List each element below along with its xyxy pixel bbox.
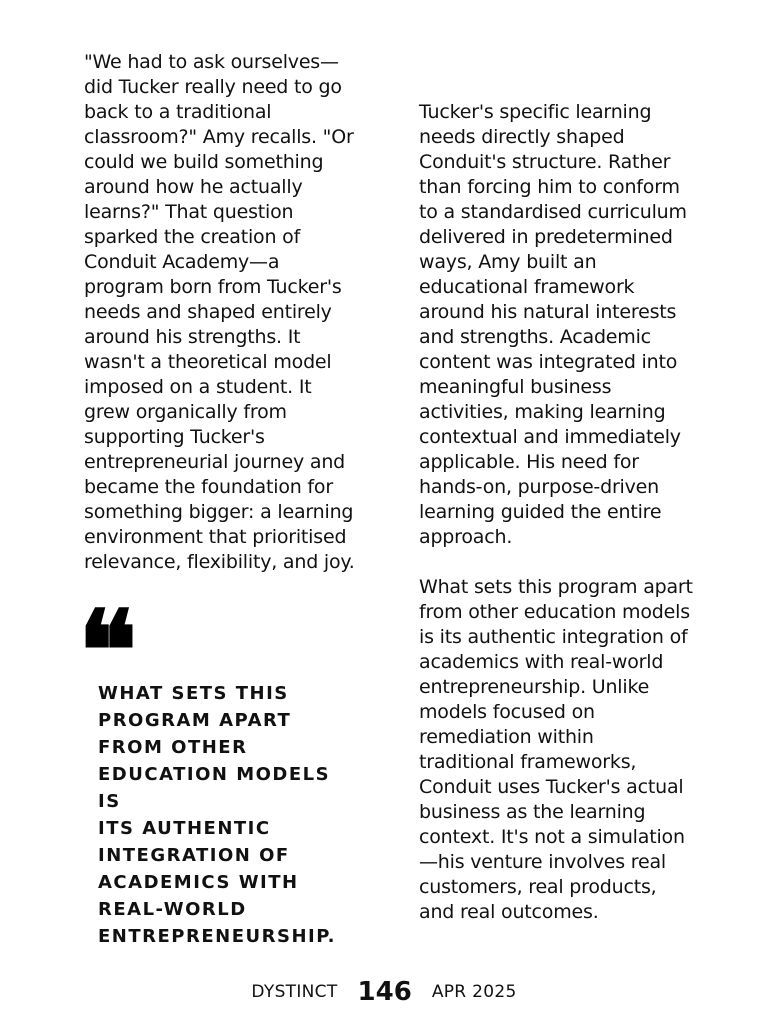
right-column [419, 100, 709, 925]
body-paragraph: What sets this program apart from other education models is its authentic integration of academics with real-world entrepreneurship. Unlike models focused on remediation within traditional frameworks, Conduit uses Tucker's actual business as the learning context. It's not a simulation —his venture involves real customers, real products, and real outcomes. [419, 576, 693, 923]
magazine-name: DYSTINCT [251, 982, 338, 1002]
left-column [84, 50, 370, 575]
quote-mark-icon: ❝ [78, 586, 138, 715]
body-paragraph: Tucker's specific learning needs directly shaped Conduit's structure. Rather than forcing him to conform to a standardised curriculum delivered in predetermined ways, Amy built an educational framework around his natural interests and strengths. Academic content was integrated into meaningful business activities, making learning contextual and immediately applicable. His need for hands-on, purpose-driven learning guided the entire approach. [419, 101, 687, 548]
page-number: 146 [357, 977, 412, 1007]
pull-quote: WHAT SETS THIS PROGRAM APART FROM OTHER EDUCATION MODELS IS ITS AUTHENTIC INTEGRATION OF ACADEMICS WITH REAL-WORLD ENTREPRENEURSHIP. [98, 683, 336, 947]
page-footer [0, 974, 768, 1010]
issue-date: APR 2025 [431, 982, 517, 1002]
body-paragraph: "We had to ask ourselves— did Tucker really need to go back to a traditional classroom?" Amy recalls. "Or could we build something around how he actually learns?" That question sparked the creation of Conduit Academy—a program born from Tucker's needs and shaped entirely around his strengths. It wasn't a theoretical model imposed on a student. It grew organically from supporting Tucker's entrepreneurial journey and became the foundation for something bigger: a learning environment that prioritised relevance, flexibility, and joy. [84, 51, 355, 573]
